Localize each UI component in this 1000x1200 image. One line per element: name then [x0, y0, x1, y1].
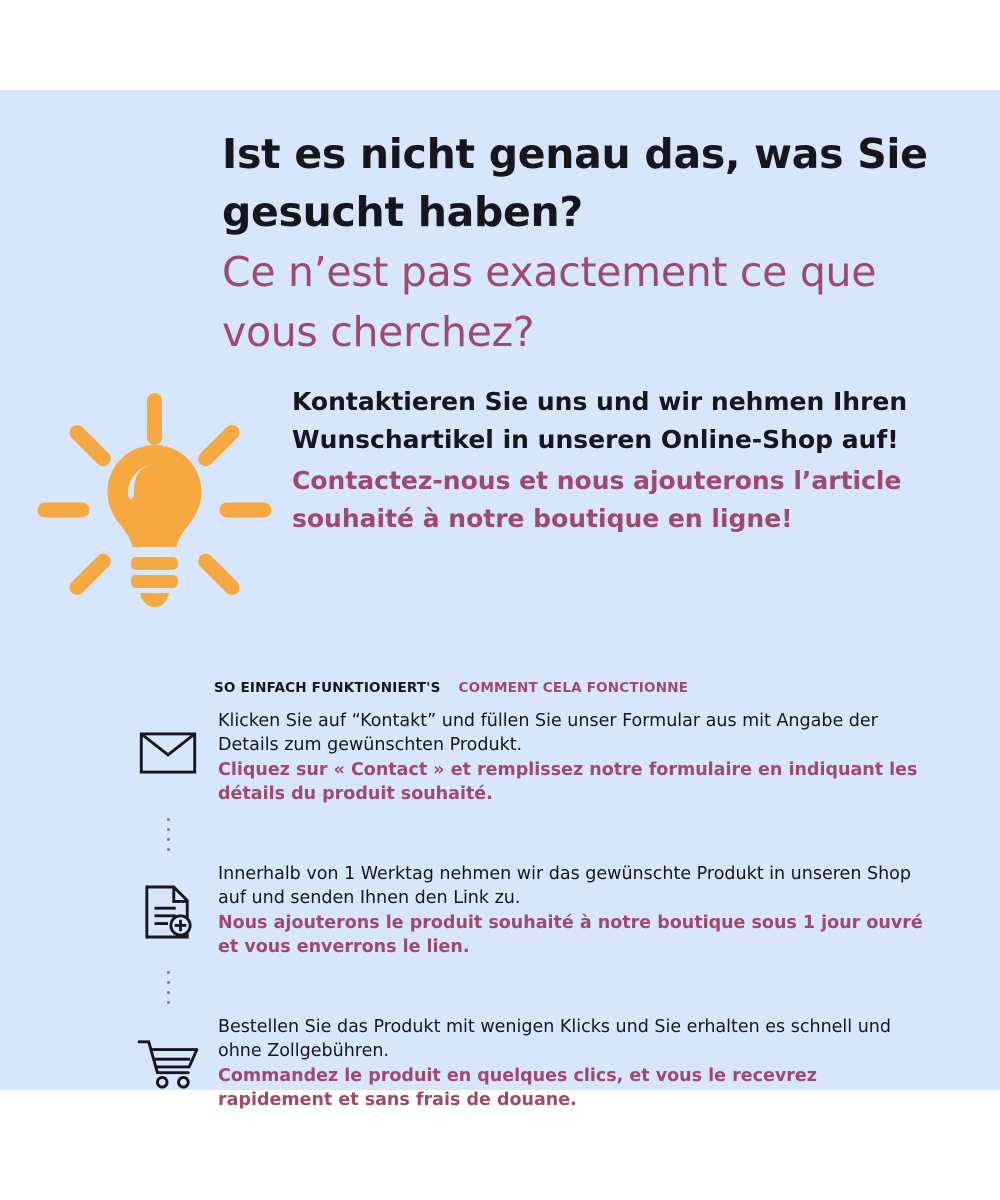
step-text-french: Commandez le produit en quelques clics, et vous le recevrez rapidement et sans frais de douane.: [218, 1065, 817, 1110]
shopping-cart-icon: [118, 1016, 218, 1090]
subheadline-french: Contactez-nous et nous ajouterons l’article souhaité à notre boutique en ligne!: [292, 466, 902, 533]
step-text-german: Klicken Sie auf “Kontakt” und füllen Sie unser Formular aus mit Angabe der Details zum gewünschten Produkt.: [218, 711, 878, 755]
subheadline-block: [292, 383, 922, 538]
step-text: [218, 863, 1000, 960]
document-add-icon: [118, 863, 218, 939]
step-text-french: Cliquez sur « Contact » et remplissez notre formulaire en indiquant les détails du produit souhaité.: [218, 759, 918, 804]
step-item: [0, 1016, 1000, 1113]
envelope-icon: [118, 710, 218, 774]
section-label-row: [214, 680, 688, 696]
info-panel: [0, 90, 1000, 1110]
headline-french: Ce n’est pas exactement ce que vous cherchez?: [222, 248, 877, 356]
subheadline-german: Kontaktieren Sie uns und wir nehmen Ihren Wunschartikel in unseren Online-Shop auf!: [292, 387, 908, 454]
headline-block: [222, 125, 962, 362]
step-text: [218, 1016, 1000, 1113]
step-item: [0, 710, 1000, 807]
step-text: [218, 710, 1000, 807]
steps-list: [0, 710, 1000, 1113]
step-text-german: Innerhalb von 1 Werktag nehmen wir das gewünschte Produkt in unseren Shop auf und senden Ihnen den Link zu.: [218, 863, 911, 908]
step-connector-dots: [118, 960, 218, 1016]
section-label-french: COMMENT CELA FONCTIONNE: [458, 680, 689, 696]
step-text-german: Bestellen Sie das Produkt mit wenigen Klicks und Sie erhalten es schnell und ohne Zollgebühren.: [218, 1016, 892, 1061]
lightbulb-icon: [28, 385, 278, 625]
step-item: [0, 863, 1000, 960]
headline-german: Ist es nicht genau das, was Sie gesucht haben?: [222, 130, 928, 237]
step-connector-dots: [118, 807, 218, 863]
step-text-french: Nous ajouterons le produit souhaité à notre boutique sous 1 jour ouvré et vous enverrons le lien.: [218, 912, 923, 957]
section-label-german: SO EINFACH FUNKTIONIERT'S: [214, 680, 441, 696]
